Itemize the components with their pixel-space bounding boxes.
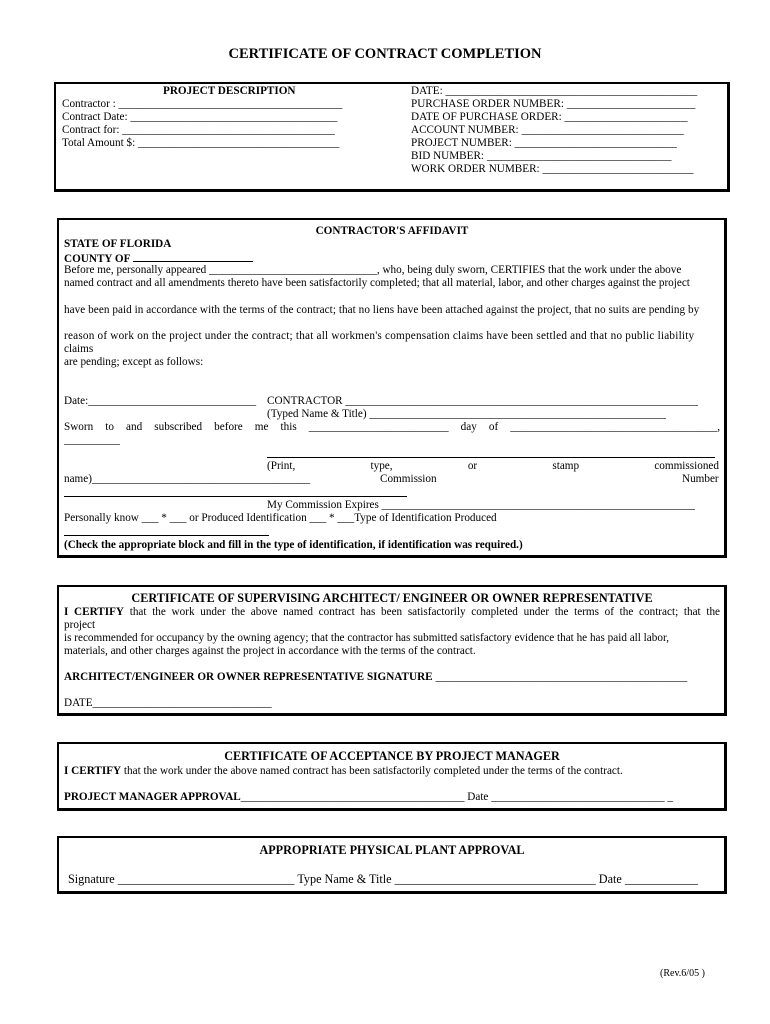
print-line xyxy=(267,460,719,473)
affidavit-line-5: are pending; except as follows: xyxy=(64,356,204,368)
typed-name-title-field[interactable]: (Typed Name & Title) _____________________________________________________ xyxy=(267,408,666,420)
architect-date-line[interactable]: ________________________________ xyxy=(92,697,272,709)
acceptance-line-1-text: that the work under the above named contract has been satisfactorily completed under the terms of the contract. xyxy=(123,765,623,777)
print-word-3: or xyxy=(467,460,478,472)
architect-signature-field[interactable] xyxy=(64,671,687,684)
identification-type-line[interactable] xyxy=(64,525,269,536)
revision-note: (Rev.6/05 ) xyxy=(660,968,705,979)
account-number-field[interactable]: ACCOUNT NUMBER: _____________________________ xyxy=(411,124,684,136)
project-manager-approval-field[interactable] xyxy=(64,791,673,804)
architect-line-1b: project xyxy=(64,619,96,631)
architect-date-field[interactable] xyxy=(64,697,272,710)
contractor-field[interactable]: Contractor : ________________________________________ xyxy=(62,98,343,110)
architect-signature-label: ARCHITECT/ENGINEER OR OWNER REPRESENTATIVE SIGNATURE xyxy=(64,671,433,683)
project-manager-approval-line[interactable]: ________________________________________ xyxy=(240,791,465,803)
sworn-line[interactable] xyxy=(64,421,720,434)
print-word-5: commissioned xyxy=(654,460,719,472)
date-of-purchase-order-field[interactable]: DATE OF PURCHASE ORDER: ______________________ xyxy=(411,111,688,123)
architect-signature-line[interactable]: _____________________________________________ xyxy=(435,671,688,683)
contract-for-field[interactable]: Contract for: ______________________________________ xyxy=(62,124,335,136)
acceptance-heading: CERTIFICATE OF ACCEPTANCE BY PROJECT MANAGER xyxy=(224,749,560,763)
print-word-1: (Print, xyxy=(267,460,296,472)
personally-known-line[interactable]: Personally know ___ * ___ or Produced Identification ___ * ___Type of Identification Produced xyxy=(64,512,497,524)
architect-line-2: is recommended for occupancy by the owning agency; that the contractor has submitted satisfactory evidence that he has paid all labor, xyxy=(64,632,670,644)
work-order-number-field[interactable]: WORK ORDER NUMBER: ___________________________ xyxy=(411,163,694,175)
architect-line-1 xyxy=(64,606,720,619)
architect-heading: CERTIFICATE OF SUPERVISING ARCHITECT/ ENGINEER OR OWNER REPRESENTATIVE xyxy=(131,591,653,605)
total-amount-field[interactable]: Total Amount $: ____________________________________ xyxy=(62,137,340,149)
acceptance-certify-label: I CERTIFY xyxy=(64,765,122,777)
acceptance-date-line[interactable]: _______________________________ _ xyxy=(491,791,673,803)
affidavit-date-field[interactable]: Date:______________________________ xyxy=(64,395,257,407)
plant-signature-label: Signature xyxy=(68,872,115,886)
project-number-field[interactable]: PROJECT NUMBER: _____________________________ xyxy=(411,137,677,149)
architect-date-label: DATE xyxy=(64,697,93,709)
commission-expires-field[interactable]: My Commission Expires ________________________________________________________ xyxy=(267,499,695,511)
name-line[interactable]: name)_______________________________________ xyxy=(64,473,311,485)
check-identification-note: (Check the appropriate block and fill in the type of identification, if identification was required.) xyxy=(64,539,523,551)
date-field[interactable]: DATE: _____________________________________________ xyxy=(411,85,698,97)
bid-number-field[interactable]: BID NUMBER: _________________________________ xyxy=(411,150,672,162)
plant-signature-line[interactable]: _____________________________ xyxy=(117,872,295,886)
architect-certify-label: I CERTIFY xyxy=(64,606,125,618)
contract-date-field[interactable]: Contract Date: _____________________________________ xyxy=(62,111,338,123)
plant-signature-row xyxy=(68,872,698,887)
sworn-line-tail[interactable]: __________ xyxy=(64,434,120,446)
sworn-text: Sworn to and subscribed before me this _________________________ day of _____________________________________, xyxy=(64,421,720,433)
state-label: STATE OF FLORIDA xyxy=(64,238,172,250)
affidavit-line-3: have been paid in accordance with the terms of the contract; that no liens have been attached against the project, that no suits are pending by xyxy=(64,304,700,316)
acceptance-line-1 xyxy=(64,765,623,778)
plant-date-line[interactable]: ____________ xyxy=(624,872,698,886)
county-text: COUNTY OF xyxy=(64,253,130,265)
physical-plant-heading: APPROPRIATE PHYSICAL PLANT APPROVAL xyxy=(259,843,525,857)
plant-date-label: Date xyxy=(598,872,622,886)
notary-blank-line[interactable] xyxy=(267,447,715,458)
purchase-order-number-field[interactable]: PURCHASE ORDER NUMBER: _______________________ xyxy=(411,98,696,110)
affidavit-line-1: Before me, personally appeared ______________________________, who, being duly sworn, CERTIFIES that the work under the above xyxy=(64,264,682,276)
plant-type-name-label: Type Name & Title xyxy=(297,872,392,886)
project-manager-approval-label: PROJECT MANAGER APPROVAL xyxy=(64,791,241,803)
architect-line-1-text: that the work under the above named contract has been satisfactorily completed under the terms of the contract; that the xyxy=(129,606,721,618)
county-input-line[interactable] xyxy=(133,251,253,262)
print-word-2: type, xyxy=(370,460,393,472)
architect-line-3: materials, and other charges against the project in accordance with the terms of the contract. xyxy=(64,645,476,657)
affidavit-heading: CONTRACTOR'S AFFIDAVIT xyxy=(315,225,469,237)
print-word-4: stamp xyxy=(552,460,580,472)
number-label: Number xyxy=(682,473,719,485)
affidavit-line-4: reason of work on the project under the contract; that all workmen's compensation claims have been settled and that no public liability xyxy=(64,330,695,342)
affidavit-line-4b: claims xyxy=(64,343,94,355)
project-description-heading: PROJECT DESCRIPTION xyxy=(163,85,296,97)
commission-number-line[interactable] xyxy=(64,486,407,497)
plant-type-name-line[interactable]: _________________________________ xyxy=(394,872,596,886)
affidavit-line-2: named contract and all amendments thereto have been satisfactorily completed; that all material, labor, and other charges against the project xyxy=(64,277,690,289)
commission-label: Commission xyxy=(380,473,437,485)
acceptance-date-label: Date xyxy=(467,791,489,803)
contractor-signature-field[interactable]: CONTRACTOR _______________________________________________________________ xyxy=(267,395,698,407)
page-title: CERTIFICATE OF CONTRACT COMPLETION xyxy=(228,46,542,62)
